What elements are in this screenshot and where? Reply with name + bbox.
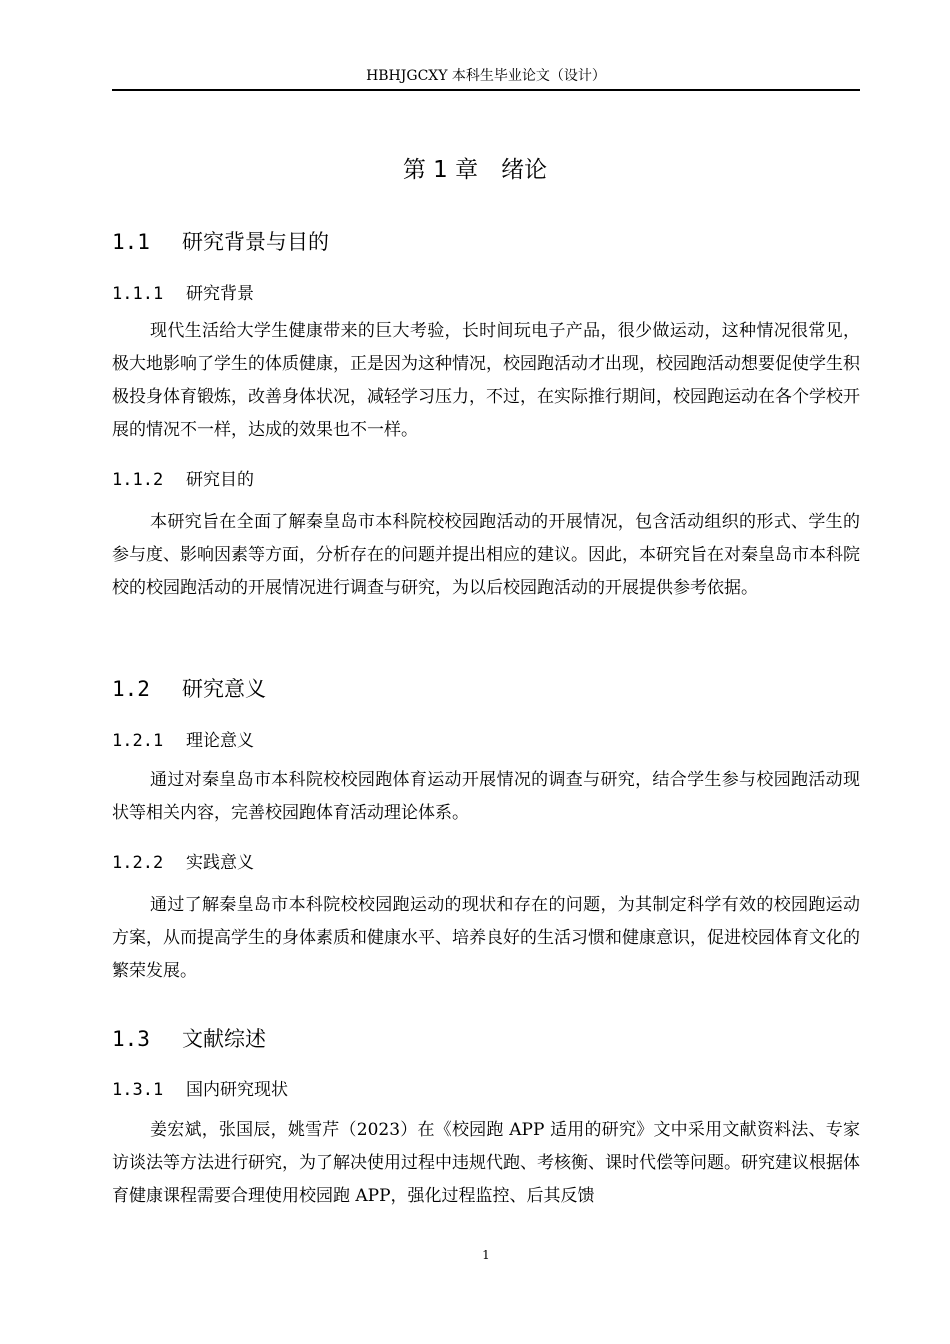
page-header bbox=[112, 66, 860, 91]
subsection-title: 实践意义 bbox=[186, 853, 254, 873]
subsection-number: 1.1.2 bbox=[112, 470, 164, 490]
subsection-number: 1.3.1 bbox=[112, 1080, 164, 1100]
section-heading-1-2 bbox=[112, 674, 266, 704]
section-number: 1.3 bbox=[112, 1027, 150, 1051]
subsection-title: 国内研究现状 bbox=[186, 1080, 288, 1100]
chapter-title: 第 1 章 绪论 bbox=[402, 157, 548, 183]
section-heading-1-3 bbox=[112, 1024, 266, 1054]
section-number: 1.1 bbox=[112, 230, 150, 254]
subsection-number: 1.1.1 bbox=[112, 284, 164, 304]
paragraph-purpose: 本研究旨在全面了解秦皇岛市本科院校校园跑活动的开展情况，包含活动组织的形式、学生的参与度、影响因素等方面，分析存在的问题并提出相应的建议。因此，本研究旨在对秦皇岛市本科院校的校园跑活动的开展情况进行调查与研究，为以后校园跑活动的开展提供参考依据。 bbox=[112, 512, 860, 598]
subsection-title: 研究目的 bbox=[186, 470, 254, 490]
paragraph-practice: 通过了解秦皇岛市本科院校校园跑运动的现状和存在的问题，为其制定科学有效的校园跑运动方案，从而提高学生的身体素质和健康水平、培养良好的生活习惯和健康意识，促进校园体育文化的繁荣发展。 bbox=[112, 895, 860, 981]
subsection-heading-1-2-1 bbox=[112, 729, 254, 753]
subsection-number: 1.2.1 bbox=[112, 731, 164, 751]
section-title: 研究背景与目的 bbox=[182, 230, 329, 254]
section-title: 文献综述 bbox=[182, 1027, 266, 1051]
paragraph-background: 现代生活给大学生健康带来的巨大考验，长时间玩电子产品，很少做运动，这种情况很常见，极大地影响了学生的体质健康，正是因为这种情况，校园跑活动才出现，校园跑活动想要促使学生积极投身体育锻炼，改善身体状况，减轻学习压力，不过，在实际推行期间，校园跑运动在各个学校开展的情况不一样，达成的效果也不一样。 bbox=[112, 321, 860, 440]
subsection-heading-1-2-2 bbox=[112, 851, 254, 875]
subsection-heading-1-1-1 bbox=[112, 282, 254, 306]
header-text: HBHJGCXY 本科生毕业论文（设计） bbox=[366, 68, 606, 84]
subsection-number: 1.2.2 bbox=[112, 853, 164, 873]
section-number: 1.2 bbox=[112, 677, 150, 701]
subsection-heading-1-3-1 bbox=[112, 1078, 288, 1102]
paragraph-theory: 通过对秦皇岛市本科院校校园跑体育运动开展情况的调查与研究，结合学生参与校园跑活动现状等相关内容，完善校园跑体育活动理论体系。 bbox=[112, 770, 860, 823]
paragraph-domestic: 姜宏斌，张国辰，姚雪芹（2023）在《校园跑 APP 适用的研究》文中采用文献资料法、专家访谈法等方法进行研究，为了解决使用过程中违规代跑、考核衡、课时代偿等问题。研究建议根据体育健康课程需要合理使用校园跑 APP，强化过程监控、后其反馈 bbox=[112, 1120, 860, 1206]
subsection-heading-1-1-2 bbox=[112, 468, 254, 492]
subsection-title: 研究背景 bbox=[186, 284, 254, 304]
section-title: 研究意义 bbox=[182, 677, 266, 701]
section-heading-1-1 bbox=[112, 227, 329, 257]
page-number: 1 bbox=[482, 1248, 490, 1262]
subsection-title: 理论意义 bbox=[186, 731, 254, 751]
